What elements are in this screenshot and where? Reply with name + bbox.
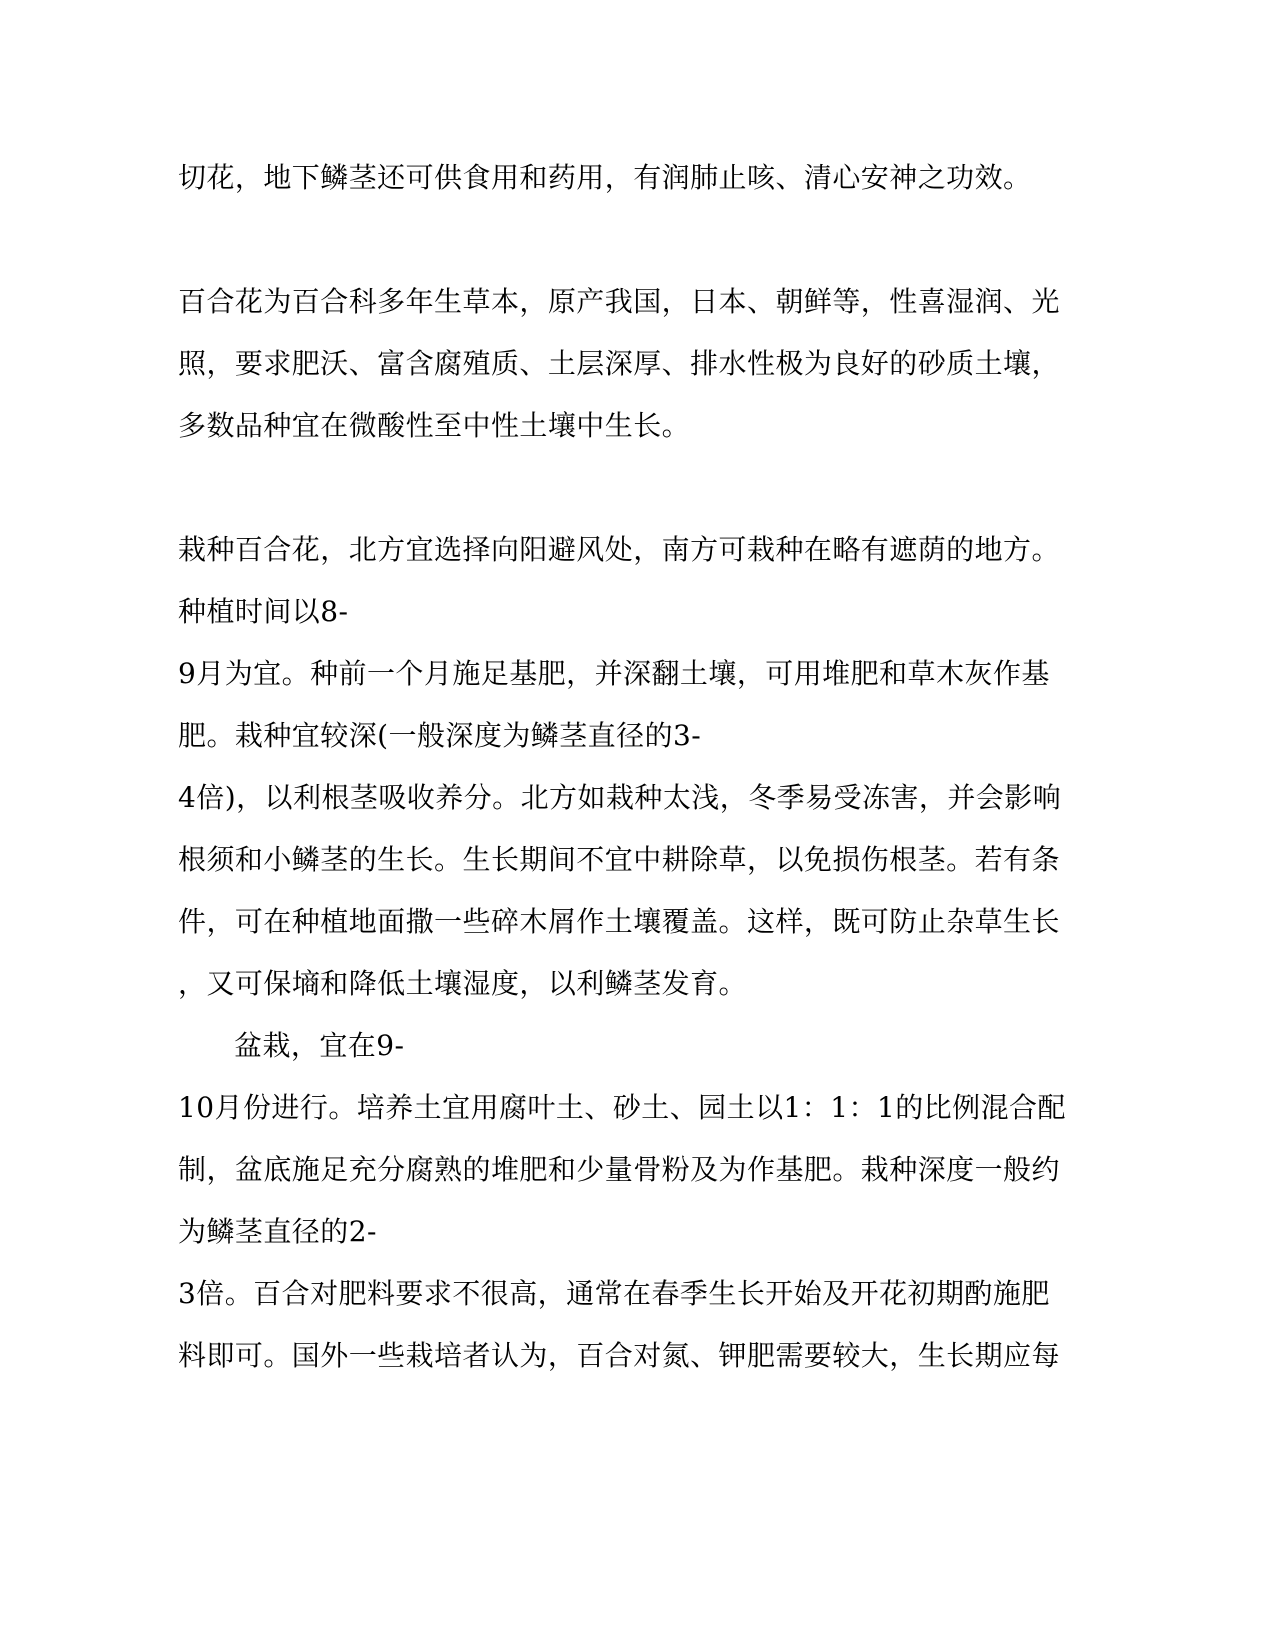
text-line-indented: 盆栽，宜在9- (234, 1029, 405, 1062)
text-line: ，又可保墒和降低土壤湿度，以利鳞茎发育。 (178, 967, 748, 1000)
text-line: 根须和小鳞茎的生长。生长期间不宜中耕除草，以免损伤根茎。若有条 (178, 843, 1060, 876)
text-line: 种植时间以8- (178, 595, 349, 628)
text-line: 4倍)，以利根茎吸收养分。北方如栽种太浅，冬季易受冻害，并会影响 (178, 781, 1062, 814)
text-line: 料即可。国外一些栽培者认为，百合对氮、钾肥需要较大，生长期应每 (178, 1339, 1060, 1372)
text-line: 百合花为百合科多年生草本，原产我国，日本、朝鲜等，性喜湿润、光 (178, 285, 1060, 318)
text-line: 为鳞茎直径的2- (178, 1215, 377, 1248)
text-line: 切花，地下鳞茎还可供食用和药用，有润肺止咳、清心安神之功效。 (178, 161, 1032, 194)
text-line: 肥。栽种宜较深(一般深度为鳞茎直径的3- (178, 719, 702, 752)
text-line: 多数品种宜在微酸性至中性土壤中生长。 (178, 409, 691, 442)
text-line: 件，可在种植地面撒一些碎木屑作土壤覆盖。这样，既可防止杂草生长 (178, 905, 1060, 938)
text-line: 栽种百合花，北方宜选择向阳避风处，南方可栽种在略有遮荫的地方。 (178, 533, 1060, 566)
text-line: 制，盆底施足充分腐熟的堆肥和少量骨粉及为作基肥。栽种深度一般约 (178, 1153, 1060, 1186)
text-line: 10月份进行。培养土宜用腐叶土、砂土、园土以1：1：1的比例混合配 (178, 1091, 1066, 1124)
text-line: 3倍。百合对肥料要求不很高，通常在春季生长开始及开花初期酌施肥 (178, 1277, 1050, 1310)
text-line: 9月为宜。种前一个月施足基肥，并深翻土壤，可用堆肥和草木灰作基 (178, 657, 1050, 690)
text-line: 照，要求肥沃、富含腐殖质、土层深厚、排水性极为良好的砂质土壤， (178, 347, 1060, 380)
